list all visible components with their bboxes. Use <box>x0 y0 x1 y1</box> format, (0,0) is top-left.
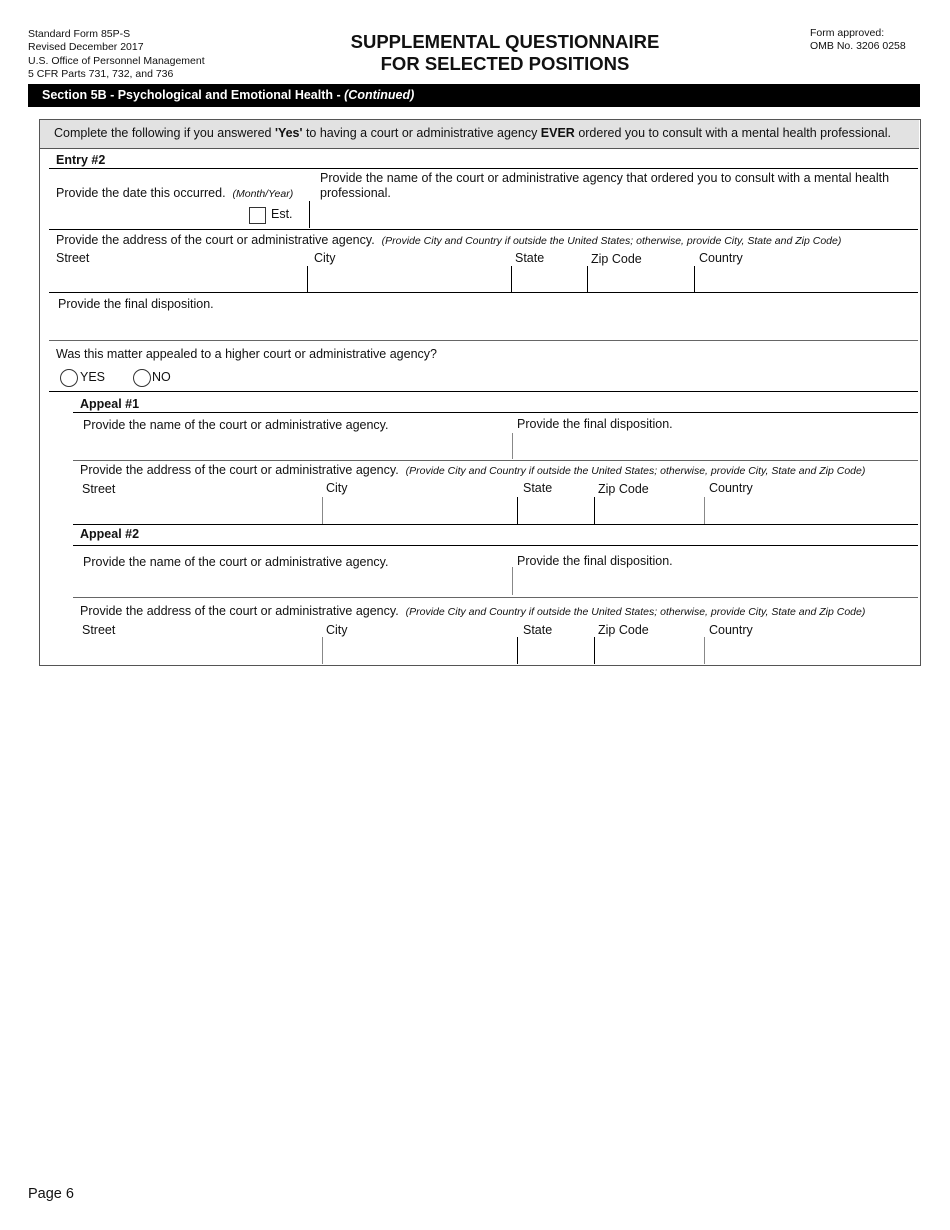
appeal-2-country-input[interactable] <box>707 638 916 663</box>
appeal-yes-label: YES <box>80 370 106 384</box>
issuing-agency: U.S. Office of Personnel Management <box>28 54 205 67</box>
divider <box>73 460 918 461</box>
estimated-date-checkbox[interactable] <box>249 207 266 224</box>
divider <box>512 567 513 595</box>
appeal-2-state-label: State <box>523 623 553 637</box>
revision-date: Revised December 2017 <box>28 41 144 54</box>
divider <box>307 266 308 292</box>
appeal-2-name-label: Provide the name of the court or administrative agency. <box>83 555 389 569</box>
appeal-1-disposition-label: Provide the final disposition. <box>517 417 673 431</box>
appeal-1-disposition-input[interactable] <box>516 434 916 458</box>
street-label: Street <box>56 251 90 265</box>
appeal-1-country-input[interactable] <box>707 498 916 523</box>
appeal-1-zip-input[interactable] <box>597 498 701 523</box>
form-identification <box>28 28 205 82</box>
appeal-2-street-label: Street <box>82 623 116 637</box>
divider <box>49 340 918 341</box>
page-number: Page 6 <box>28 1186 74 1202</box>
est-label: Est. <box>271 207 293 221</box>
zip-input[interactable] <box>590 267 691 291</box>
divider <box>511 266 512 292</box>
address-label <box>56 233 841 249</box>
appeal-2-city-input[interactable] <box>325 638 514 663</box>
divider <box>49 391 918 392</box>
zip-label: Zip Code <box>591 252 642 266</box>
appeal-2-address-label <box>80 604 865 620</box>
date-input[interactable] <box>56 201 241 226</box>
omb-number: OMB No. 3206 0258 <box>810 39 906 52</box>
street-input[interactable] <box>56 267 304 291</box>
address-hint: (Provide City and Country if outside the United States; otherwise, provide City, State and Zip Code) <box>381 235 842 247</box>
appeal-yes-radio[interactable] <box>60 369 78 387</box>
divider <box>322 637 323 664</box>
appeal-2-name-input[interactable] <box>83 571 508 595</box>
divider <box>73 545 918 546</box>
divider <box>704 637 705 664</box>
intro-instruction <box>40 120 919 149</box>
divider <box>704 497 705 524</box>
appeal-1-name-label: Provide the name of the court or administrative agency. <box>83 418 389 432</box>
appeal-2-country-label: Country <box>709 623 753 637</box>
city-input[interactable] <box>310 267 508 291</box>
date-label <box>56 186 293 202</box>
divider <box>49 292 918 293</box>
date-label-text: Provide the date this occurred. <box>56 186 226 200</box>
court-name-input[interactable] <box>320 202 915 227</box>
city-label: City <box>314 251 336 265</box>
appeal-no-radio[interactable] <box>133 369 151 387</box>
appeal-1-country-label: Country <box>709 481 753 495</box>
intro-text-2: to having a court or administrative agency <box>302 126 541 140</box>
appeal-2-address-label-text: Provide the address of the court or administrative agency. <box>80 604 399 618</box>
intro-ever: EVER <box>540 126 575 140</box>
section-header <box>28 84 920 107</box>
appeal-1-address-label <box>80 463 865 479</box>
divider <box>594 497 595 524</box>
appeal-1-state-label: State <box>523 481 553 495</box>
appeal-2-state-input[interactable] <box>520 638 591 663</box>
form-title-line1: SUPPLEMENTAL QUESTIONNAIRE <box>350 31 660 52</box>
state-input[interactable] <box>514 267 584 291</box>
form-approved-label: Form approved: <box>810 27 885 39</box>
date-field-divider <box>309 201 310 228</box>
divider <box>322 497 323 524</box>
divider <box>73 597 918 598</box>
appeal-1-street-input[interactable] <box>80 498 319 523</box>
omb-approval <box>810 27 906 52</box>
disposition-label: Provide the final disposition. <box>58 297 214 311</box>
divider <box>73 412 918 413</box>
divider <box>517 497 518 524</box>
intro-text-3: ordered you to consult with a mental health professional. <box>574 126 891 140</box>
appeal-2-zip-label: Zip Code <box>598 623 649 637</box>
form-number: Standard Form 85P-S <box>28 28 131 40</box>
intro-text-1: Complete the following if you answered <box>54 126 275 140</box>
appeal-2-disposition-input[interactable] <box>516 571 916 595</box>
appeal-1-name-input[interactable] <box>83 434 508 458</box>
appeal-1-city-input[interactable] <box>325 498 514 523</box>
entry-heading: Entry #2 <box>56 153 106 167</box>
court-name-label: Provide the name of the court or administrative agency that ordered you to consult with a mental health professional. <box>320 171 890 200</box>
divider <box>49 229 918 230</box>
divider <box>73 524 918 525</box>
appeal-1-address-hint: (Provide City and Country if outside the United States; otherwise, provide City, State and Zip Code) <box>405 465 866 477</box>
appeal-question: Was this matter appealed to a higher court or administrative agency? <box>56 347 437 361</box>
appeal-1-address-label-text: Provide the address of the court or administrative agency. <box>80 463 399 477</box>
country-input[interactable] <box>697 267 915 291</box>
appeal-2-disposition-label: Provide the final disposition. <box>517 554 673 568</box>
country-label: Country <box>699 251 743 265</box>
appeal-no-label: NO <box>152 370 171 384</box>
appeal-1-zip-label: Zip Code <box>598 482 649 496</box>
appeal-2-city-label: City <box>326 623 348 637</box>
appeal-2-address-hint: (Provide City and Country if outside the United States; otherwise, provide City, State and Zip Code) <box>405 606 866 618</box>
appeal-2-zip-input[interactable] <box>597 638 701 663</box>
divider <box>517 637 518 664</box>
form-title <box>250 31 760 75</box>
section-title: Section 5B - Psychological and Emotional Health - <box>42 88 345 102</box>
divider <box>694 266 695 292</box>
section-continued: (Continued) <box>344 88 415 102</box>
appeal-1-heading: Appeal #1 <box>80 397 140 411</box>
divider <box>512 433 513 459</box>
appeal-2-street-input[interactable] <box>80 638 319 663</box>
divider <box>594 637 595 664</box>
address-label-text: Provide the address of the court or administrative agency. <box>56 233 375 247</box>
appeal-1-state-input[interactable] <box>520 498 591 523</box>
date-hint: (Month/Year) <box>232 188 294 200</box>
appeal-2-heading: Appeal #2 <box>80 527 140 541</box>
disposition-input[interactable] <box>56 313 916 337</box>
state-label: State <box>515 251 545 265</box>
appeal-1-street-label: Street <box>82 482 116 496</box>
intro-yes: 'Yes' <box>274 126 303 140</box>
form-title-line2: FOR SELECTED POSITIONS <box>380 53 630 74</box>
appeal-1-city-label: City <box>326 481 348 495</box>
divider <box>49 168 918 169</box>
divider <box>587 266 588 292</box>
cfr-reference: 5 CFR Parts 731, 732, and 736 <box>28 68 174 81</box>
